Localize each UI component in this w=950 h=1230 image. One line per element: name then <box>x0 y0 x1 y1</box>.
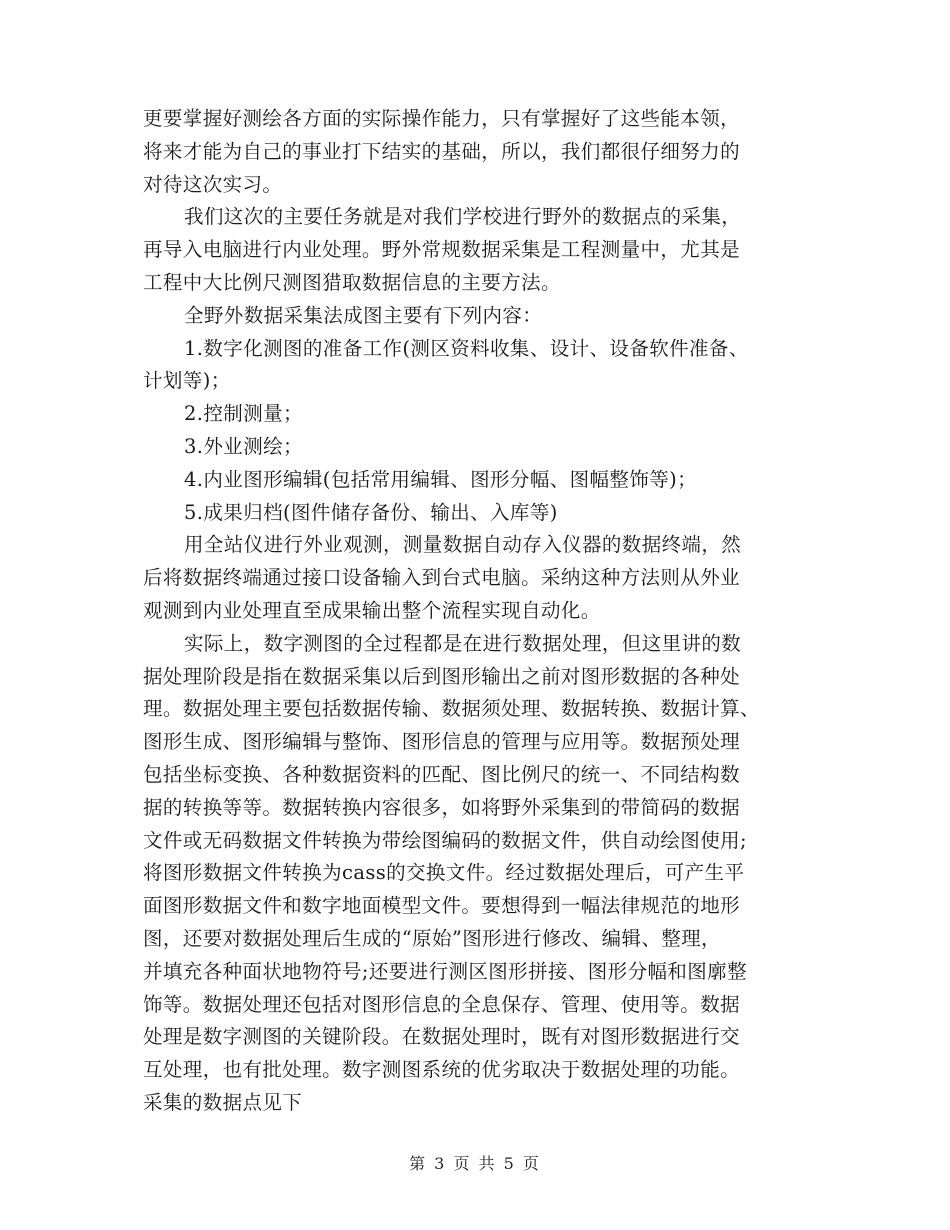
text-line-30: 互处理，也有批处理。数字测图系统的优劣取决于数据处理的功能。 <box>143 1058 741 1082</box>
text-line-2: 将来才能为自己的事业打下结实的基础，所以，我们都很仔细努力的 <box>143 139 741 163</box>
text-line-5: 再导入电脑进行内业处理。野外常规数据采集是工程测量中，尤其是 <box>143 238 741 262</box>
text-line-18: 据处理阶段是指在数据采集以后到图形输出之前对图形数据的各种处 <box>143 664 741 688</box>
text-line-4: 我们这次的主要任务就是对我们学校进行野外的数据点的采集， <box>184 205 742 229</box>
text-line-22: 据的转换等等。数据转换内容很多，如将野外采集到的带简码的数据 <box>143 795 741 819</box>
body-text <box>143 103 803 1120</box>
text-line-14: 用全站仪进行外业观测，测量数据自动存入仪器的数据终端，然 <box>184 533 742 557</box>
text-line-28: 饰等。数据处理还包括对图形信息的全息保存、管理、使用等。数据 <box>143 992 741 1016</box>
text-line-10: 2.控制测量； <box>184 402 303 426</box>
text-line-6: 工程中大比例尺测图猎取数据信息的主要方法。 <box>143 270 561 294</box>
text-line-23: 文件或无码数据文件转换为带绘图编码的数据文件，供自动绘图使用; <box>143 828 747 852</box>
text-line-16: 观测到内业处理直至成果输出整个流程实现自动化。 <box>143 598 601 622</box>
text-line-15: 后将数据终端通过接口设备输入到台式电脑。采纳这种方法则从外业 <box>143 566 741 590</box>
text-line-19: 理。数据处理主要包括数据传输、数据须处理、数据转换、数据计算、 <box>143 697 760 721</box>
text-line-21: 包括坐标变换、各种数据资料的匹配、图比例尺的统一、不同结构数 <box>143 762 741 786</box>
text-line-9: 计划等)； <box>143 369 231 393</box>
text-line-20: 图形生成、图形编辑与整饰、图形信息的管理与应用等。数据预处理 <box>143 730 741 754</box>
text-line-11: 3.外业测绘； <box>184 434 303 458</box>
text-line-31: 采集的数据点见下 <box>143 1090 303 1114</box>
text-line-8: 1.数字化测图的准备工作(测区资料收集、设计、设备软件准备、 <box>184 336 749 360</box>
page-footer: 第 3 页 共 5 页 <box>409 1154 541 1173</box>
text-line-7: 全野外数据采集法成图主要有下列内容： <box>184 303 543 327</box>
text-line-13: 5.成果归档(图件储存备份、输出、入库等) <box>184 500 558 524</box>
text-line-17: 实际上，数字测图的全过程都是在进行数据处理，但这里讲的数 <box>184 631 742 655</box>
text-line-3: 对待这次实习。 <box>143 172 283 196</box>
text-line-25: 面图形数据文件和数字地面模型文件。要想得到一幅法律规范的地形 <box>143 894 741 918</box>
text-line-26: 图，还要对数据处理后生成的“原始”图形进行修改、编辑、整理， <box>143 926 721 950</box>
text-line-29: 处理是数字测图的关键阶段。在数据处理时，既有对图形数据进行交 <box>143 1025 741 1049</box>
text-line-27: 并填充各种面状地物符号;还要进行测区图形拼接、图形分幅和图廓整 <box>143 959 747 983</box>
text-line-1: 更要掌握好测绘各方面的实际操作能力，只有掌握好了这些能本领， <box>143 107 741 130</box>
text-line-12: 4.内业图形编辑(包括常用编辑、图形分幅、图幅整饰等)； <box>184 467 698 491</box>
text-line-24: 将图形数据文件转换为cass的交换文件。经过数据处理后，可产生平 <box>143 861 745 885</box>
